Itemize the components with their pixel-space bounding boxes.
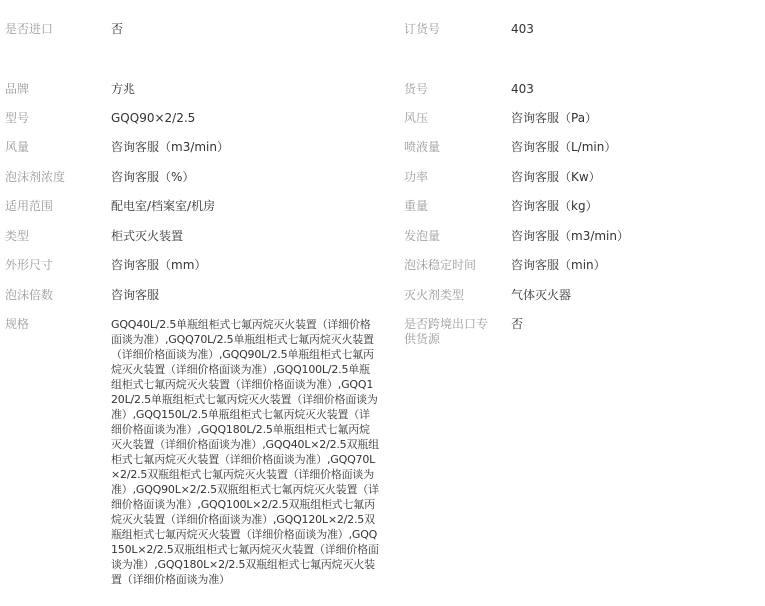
attribute-value: 气体灭火器 [511, 288, 572, 302]
attribute-value: 咨询客服（L/min） [511, 140, 617, 154]
attribute-label: 功率 [404, 170, 429, 184]
attribute-label: 型号 [5, 111, 30, 125]
attribute-value: 咨询客服（m3/min） [511, 229, 629, 243]
attribute-label: 外形尺寸 [5, 258, 54, 272]
attribute-value: 咨询客服（kg） [511, 199, 598, 213]
attribute-value: GQQ90×2/2.5 [111, 111, 196, 125]
attribute-value: 咨询客服（Pa） [511, 111, 598, 125]
attribute-label: 泡沫稳定时间 [404, 258, 477, 272]
attribute-value: 咨询客服（min） [511, 258, 606, 272]
spec-value: GQQ40L/2.5单瓶组柜式七氟丙烷灭火装置（详细价格面谈为准）,GQQ70L/2.5单瓶组柜式七氟丙烷灭火装置（详细价格面谈为准）,GQQ90L/2.5单瓶组柜式七氟丙烷灭火装置（详细价格面谈为准）,GQQ100L/2.5单瓶组柜式七氟丙烷灭火装置（详细价格面谈为准）,GQQ120L/2.5单瓶组柜式七氟丙烷灭火装置（详细价格面谈为准）,GQQ150L/2.5单瓶组柜式七氟丙烷灭火装置（详细价格面谈为准）,GQQ180L/2.5单瓶组柜式七氟丙烷灭火装置（详细价格面谈为准）,GQQ40L×2/2.5双瓶组柜式七氟丙烷灭火装置（详细价格面谈为准）,GQQ70L×2/2.5双瓶组柜式七氟丙烷灭火装置（详细价格面谈为准）,GQQ90L×2/2.5双瓶组柜式七氟丙烷灭火装置（详细价格面谈为准）,GQQ100L×2/2.5双瓶组柜式七氟丙烷灭火装置（详细价格面谈为准）,GQQ120L×2/2.5双瓶组柜式七氟丙烷灭火装置（详细价格面谈为准）,GQQ150L×2/2.5双瓶组柜式七氟丙烷灭火装置（详细价格面谈为准）,GQQ180L×2/2.5双瓶组柜式七氟丙烷灭火装置（详细价格面谈为准） [111, 318, 379, 586]
attribute-value: 咨询客服（Kw） [511, 170, 601, 184]
attribute-value: 403 [511, 82, 534, 96]
attribute-value: 配电室/档案室/机房 [111, 199, 216, 213]
attribute-label: 灭火剂类型 [404, 288, 465, 302]
attribute-value: 咨询客服 [111, 288, 160, 302]
attribute-value: 柜式灭火装置 [111, 229, 184, 243]
attribute-label: 规格 [5, 317, 30, 331]
attribute-label: 品牌 [5, 82, 30, 96]
attribute-label: 是否进口 [5, 22, 54, 36]
attribute-label: 泡沫剂浓度 [5, 170, 66, 184]
attribute-value: 咨询客服（%） [111, 170, 195, 184]
attribute-value: 否 [511, 317, 524, 331]
attribute-label: 适用范围 [5, 199, 54, 213]
attribute-value: 咨询客服（m3/min） [111, 140, 229, 154]
attribute-label: 类型 [5, 229, 30, 243]
attribute-value: 否 [111, 22, 124, 36]
attribute-label: 泡沫倍数 [5, 288, 54, 302]
attribute-label: 货号 [404, 82, 429, 96]
attribute-label: 重量 [404, 199, 429, 213]
attribute-label: 风压 [404, 111, 429, 125]
attribute-label: 是否跨境出口专供货源 [404, 317, 489, 346]
attribute-label: 发泡量 [404, 229, 441, 243]
attribute-value: 咨询客服（mm） [111, 258, 207, 272]
attribute-value: 403 [511, 22, 534, 36]
attribute-row-import [0, 0, 765, 36]
attribute-label: 订货号 [404, 22, 441, 36]
attribute-value: 方兆 [111, 82, 136, 96]
attribute-label: 风量 [5, 140, 30, 154]
attribute-label: 喷液量 [404, 140, 441, 154]
